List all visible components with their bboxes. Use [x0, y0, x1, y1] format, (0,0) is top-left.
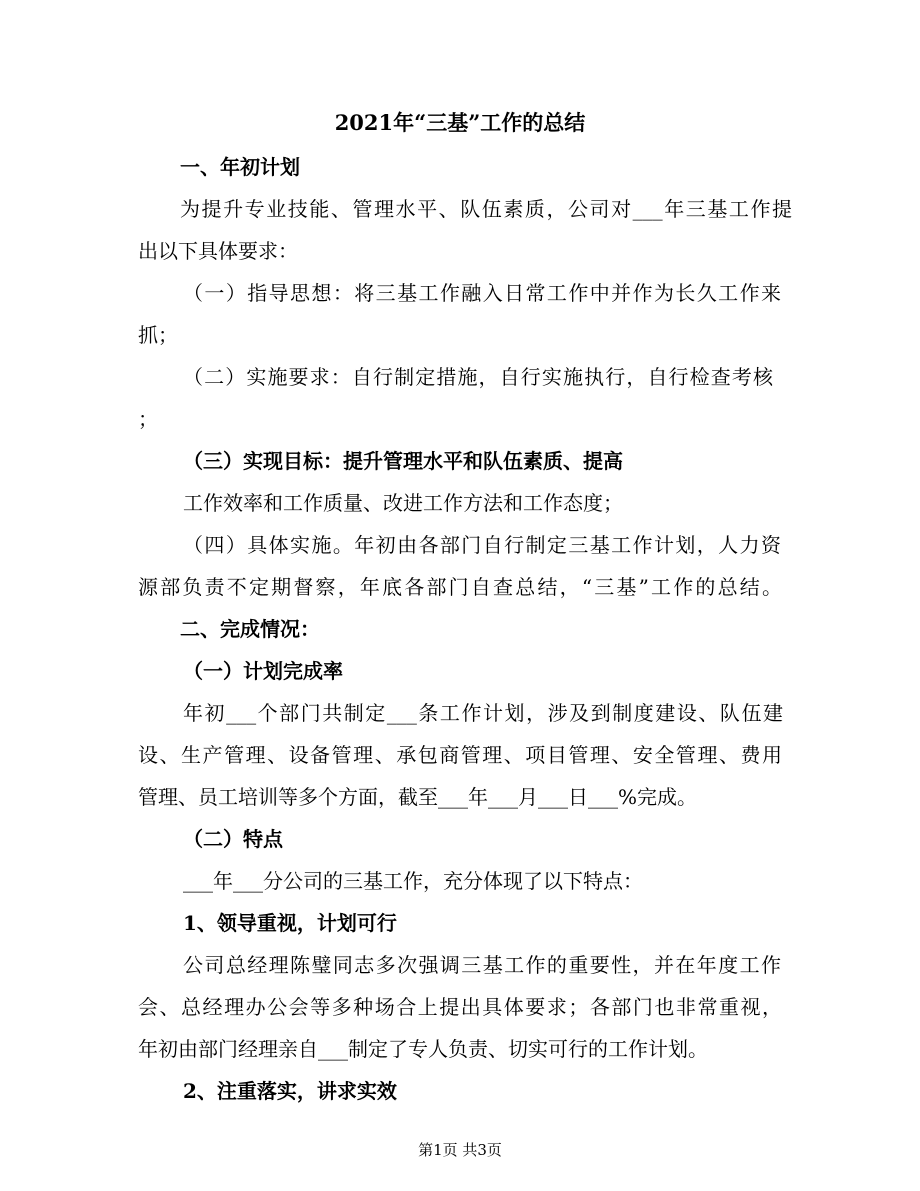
- paragraph-line: ；: [138, 407, 158, 431]
- paragraph-line: 管理、员工培训等多个方面，截至___年___月___日___%完成。: [138, 785, 698, 809]
- subsection-heading: （二）特点: [183, 827, 283, 851]
- section-heading-1: 一、年初计划: [180, 155, 300, 179]
- paragraph-line: 工作效率和工作质量、改进工作方法和工作态度；: [183, 491, 623, 515]
- paragraph-line: ___年___分公司的三基工作，充分体现了以下特点：: [183, 869, 643, 893]
- paragraph-line: 年初___个部门共制定___条工作计划，涉及到制度建设、队伍建: [183, 701, 783, 725]
- paragraph-line: 公司总经理陈璧同志多次强调三基工作的重要性，并在年度工作: [183, 953, 781, 977]
- section-heading-2: 二、完成情况：: [180, 617, 320, 641]
- paragraph-line: （一）指导思想：将三基工作融入日常工作中并作为长久工作来: [183, 281, 781, 305]
- document-title: 2021年“三基”工作的总结: [334, 110, 586, 135]
- paragraph-line: 抓；: [138, 323, 178, 347]
- paragraph-line: （四）具体实施。年初由各部门自行制定三基工作计划，人力资: [183, 533, 781, 557]
- numbered-heading: 2、注重落实，讲求实效: [183, 1079, 397, 1103]
- paragraph-line: 为提升专业技能、管理水平、队伍素质，公司对___年三基工作提: [180, 197, 792, 221]
- paragraph-line: 出以下具体要求：: [138, 239, 298, 263]
- subsection-heading: （三）实现目标：提升管理水平和队伍素质、提高: [183, 449, 623, 473]
- numbered-heading: 1、领导重视，计划可行: [183, 911, 397, 935]
- paragraph-line: 年初由部门经理亲自___制定了专人负责、切实可行的工作计划。: [138, 1037, 708, 1061]
- page-footer: 第1页 共3页: [418, 1141, 502, 1159]
- subsection-heading: （一）计划完成率: [183, 659, 343, 683]
- paragraph-line: 设、生产管理、设备管理、承包商管理、项目管理、安全管理、费用: [138, 743, 782, 767]
- paragraph-line: 会、总经理办公会等多种场合上提出具体要求；各部门也非常重视，: [138, 995, 782, 1019]
- paragraph-line: 源部负责不定期督察，年底各部门自查总结，“三基”工作的总结。: [138, 575, 782, 599]
- paragraph-line: （二）实施要求：自行制定措施，自行实施执行，自行检查考核: [183, 365, 773, 389]
